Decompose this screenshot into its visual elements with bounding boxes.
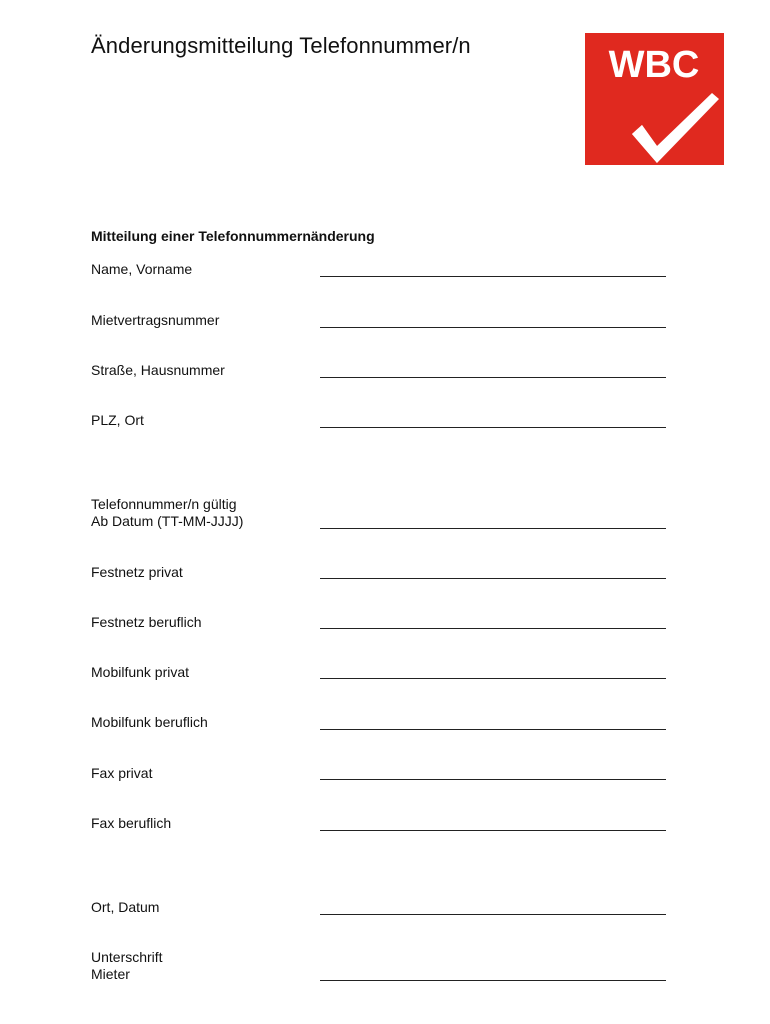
- mobile-private-field[interactable]: [320, 678, 666, 679]
- fax-business-label: Fax beruflich: [91, 815, 172, 831]
- wbc-logo: [585, 33, 724, 165]
- place-date-field[interactable]: [320, 914, 666, 915]
- logo-text: WBC: [608, 44, 700, 86]
- valid-from-label-line2: Ab Datum (TT-MM-JJJJ): [91, 513, 244, 529]
- fax-private-label: Fax privat: [91, 765, 153, 781]
- form-heading: Mitteilung einer Telefonnummernänderung: [91, 228, 375, 244]
- zip-city-field[interactable]: [320, 427, 666, 428]
- name-field[interactable]: [320, 276, 666, 277]
- contract-number-field[interactable]: [320, 327, 666, 328]
- valid-from-field[interactable]: [320, 528, 666, 529]
- fax-business-field[interactable]: [320, 830, 666, 831]
- mobile-business-label: Mobilfunk beruflich: [91, 714, 208, 730]
- landline-private-field[interactable]: [320, 578, 666, 579]
- landline-business-label: Festnetz beruflich: [91, 614, 202, 630]
- zip-city-label: PLZ, Ort: [91, 412, 144, 428]
- landline-private-label: Festnetz privat: [91, 564, 183, 580]
- fax-private-field[interactable]: [320, 779, 666, 780]
- landline-business-field[interactable]: [320, 628, 666, 629]
- street-field[interactable]: [320, 377, 666, 378]
- checkmark-logo-icon: [585, 33, 724, 165]
- contract-number-label: Mietvertragsnummer: [91, 312, 220, 328]
- street-label: Straße, Hausnummer: [91, 362, 225, 378]
- signature-label-line2: Mieter: [91, 966, 130, 982]
- mobile-private-label: Mobilfunk privat: [91, 664, 190, 680]
- page-title: Änderungsmitteilung Telefonnummer/n: [91, 33, 471, 58]
- place-date-label: Ort, Datum: [91, 899, 160, 915]
- mobile-business-field[interactable]: [320, 729, 666, 730]
- signature-field[interactable]: [320, 980, 666, 981]
- signature-label-line1: Unterschrift: [91, 949, 163, 965]
- name-label: Name, Vorname: [91, 261, 193, 277]
- valid-from-label-line1: Telefonnummer/n gültig: [91, 496, 237, 512]
